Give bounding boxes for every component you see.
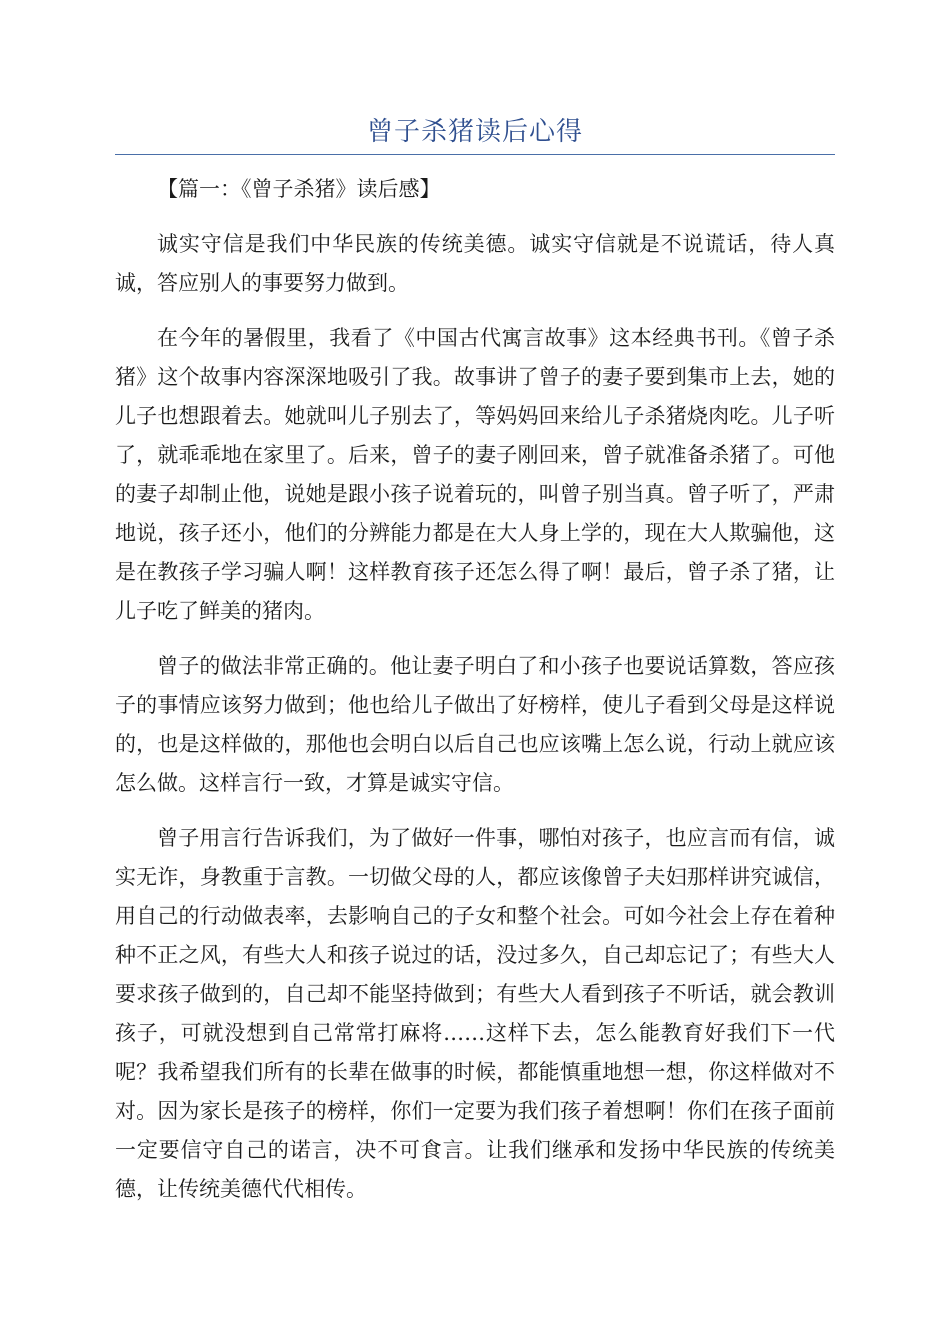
title-underline [115, 154, 835, 155]
document-body [115, 170, 835, 1225]
paragraph-2: 在今年的暑假里，我看了《中国古代寓言故事》这本经典书刊。《曾子杀猪》这个故事内容深深地吸引了我。故事讲了曾子的妻子要到集市上去，她的儿子也想跟着去。她就叫儿子别去了，等妈妈回来给儿子杀猪烧肉吃。儿子听了，就乖乖地在家里了。后来，曾子的妻子刚回来，曾子就准备杀猪了。可他的妻子却制止他，说她是跟小孩子说着玩的，叫曾子别当真。曾子听了，严肃地说，孩子还小，他们的分辨能力都是在大人身上学的，现在大人欺骗他，这是在教孩子学习骗人啊！这样教育孩子还怎么得了啊！最后，曾子杀了猪，让儿子吃了鲜美的猪肉。 [115, 326, 835, 623]
document-title: 曾子杀猪读后心得 [366, 117, 583, 147]
section-heading: 【篇一：《曾子杀猪》读后感】 [157, 177, 441, 201]
paragraph-4: 曾子用言行告诉我们，为了做好一件事，哪怕对孩子，也应言而有信，诚实无诈，身教重于言教。一切做父母的人，都应该像曾子夫妇那样讲究诚信，用自己的行动做表率，去影响自己的子女和整个社会。可如今社会上存在着种种不正之风，有些大人和孩子说过的话，没过多久，自己却忘记了；有些大人要求孩子做到的，自己却不能坚持做到；有些大人看到孩子不听话，就会教训孩子，可就没想到自己常常打麻将……这样下去，怎么能教育好我们下一代呢？我希望我们所有的长辈在做事的时候，都能慎重地想一想，你这样做对不对。因为家长是孩子的榜样，你们一定要为我们孩子着想啊！你们在孩子面前一定要信守自己的诺言，决不可食言。让我们继承和发扬中华民族的传统美德，让传统美德代代相传。 [115, 826, 835, 1201]
paragraph-3: 曾子的做法非常正确的。他让妻子明白了和小孩子也要说话算数，答应孩子的事情应该努力做到；他也给儿子做出了好榜样，使儿子看到父母是这样说的，也是这样做的，那他也会明白以后自己也应该嘴上怎么说，行动上就应该怎么做。这样言行一致，才算是诚实守信。 [115, 654, 835, 795]
paragraph-1: 诚实守信是我们中华民族的传统美德。诚实守信就是不说谎话，待人真诚，答应别人的事要努力做到。 [115, 232, 835, 295]
